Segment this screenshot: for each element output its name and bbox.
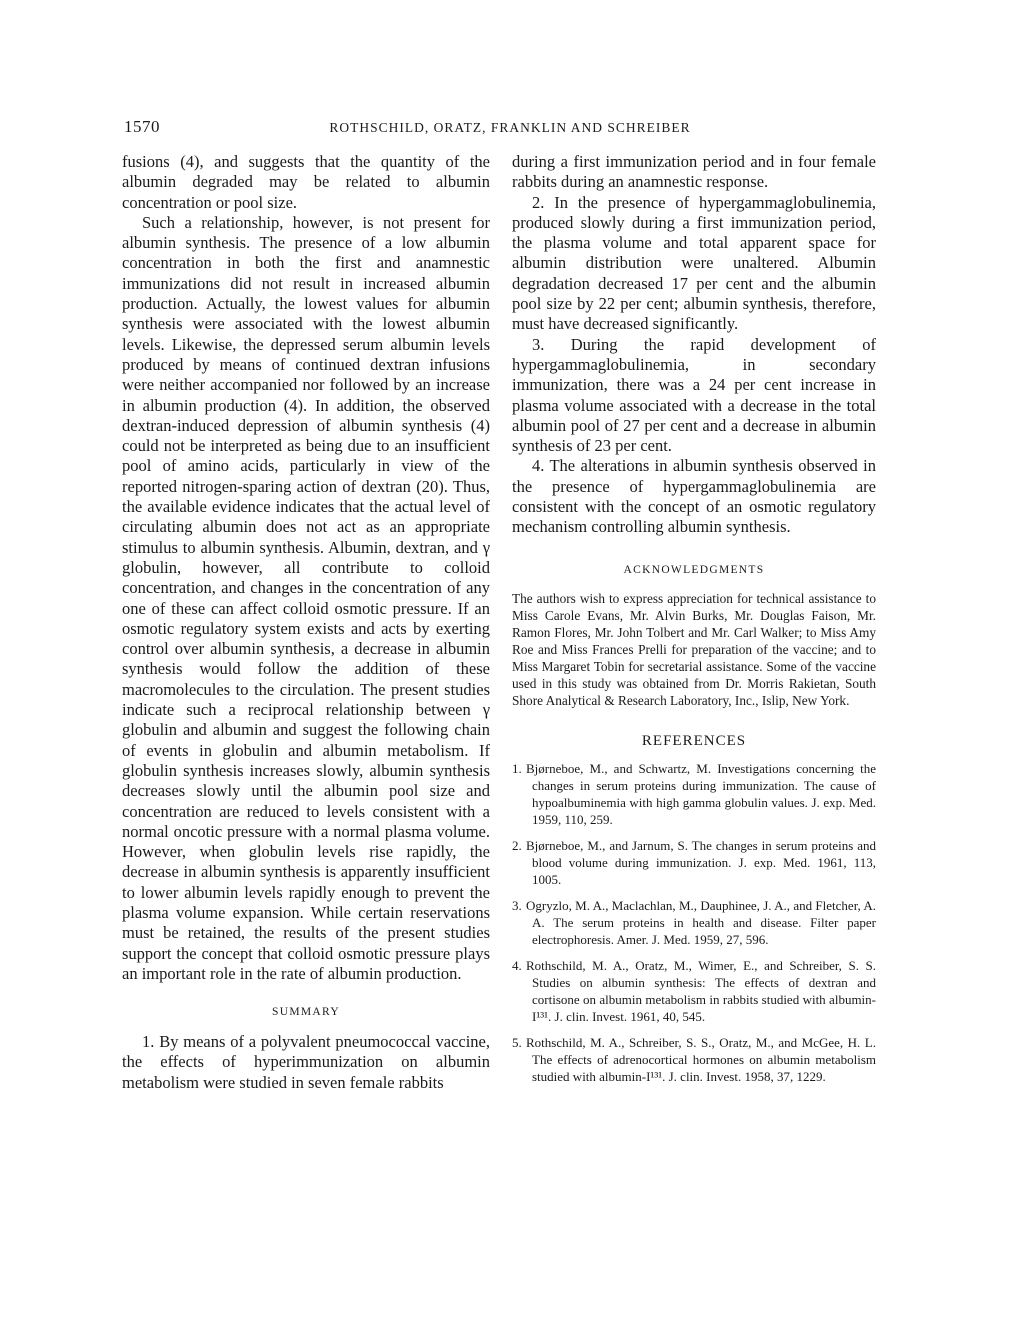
right-column: [512, 152, 876, 1094]
summary-item-1: 1. By means of a polyvalent pneumococcal vaccine, the effects of hyperimmunization on albumin metabolism were studied in seven female rabbits: [122, 1032, 490, 1092]
acknowledgments-text: The authors wish to express appreciation for technical assistance to Miss Carole Evans, Mr. Alvin Burks, Mr. Douglas Faison, Mr. Ramon Flores, Mr. John Tolbert and Mr. Carl Walker; to Miss Amy Roe and Miss Frances Prelli for preparation of the vaccine; and to Miss Margaret Tobin for secretarial assistance. Some of the vaccine used in this study was obtained from Dr. Morris Rakietan, South Shore Analytical & Research Laboratory, Inc., Islip, New York.: [512, 590, 876, 709]
reference-text: Bjørneboe, M., and Jarnum, S. The changes in serum proteins and blood volume during immunization. J. exp. Med. 1961, 113, 1005.: [526, 838, 876, 888]
summary-item-1-continued: during a first immunization period and in four female rabbits during an anamnestic response.: [512, 152, 876, 192]
summary-heading: SUMMARY: [272, 1006, 340, 1019]
reference-item: [512, 837, 876, 888]
summary-item-2: 2. In the presence of hypergammaglobulinemia, produced slowly during a first immunization period, the plasma volume and total apparent space for albumin distribution were unaltered. Albumin degradation decreased 17 per cent and the albumin pool size by 22 per cent; albumin synthesis, therefore, must have decreased significantly.: [512, 192, 876, 334]
references-heading: REFERENCES: [641, 733, 747, 750]
reference-text: Rothschild, M. A., Schreiber, S. S., Oratz, M., and McGee, H. L. The effects of adrenocortical hormones on albumin metabolism studied with albumin-I¹³¹. J. clin. Invest. 1958, 37, 1229.: [526, 1035, 876, 1085]
reference-number: 4.: [512, 958, 522, 974]
reference-number: 1.: [512, 761, 522, 777]
summary-item-4: 4. The alterations in albumin synthesis observed in the presence of hypergammaglobulinemia are consistent with the concept of an osmotic regulatory mechanism controlling albumin synthesis.: [512, 456, 876, 537]
reference-number: 3.: [512, 898, 522, 914]
reference-item: [512, 760, 876, 828]
paragraph-continuation: fusions (4), and suggests that the quantity of the albumin degraded may be related to albumin concentration or pool size.: [122, 152, 490, 212]
reference-item: [512, 1034, 876, 1085]
reference-number: 2.: [512, 838, 522, 854]
acknowledgments-heading: ACKNOWLEDGMENTS: [623, 563, 765, 576]
reference-item: [512, 957, 876, 1025]
reference-item: [512, 897, 876, 948]
left-column: [122, 152, 490, 1093]
running-head: ROTHSCHILD, ORATZ, FRANKLIN AND SCHREIBER: [329, 120, 691, 135]
reference-text: Bjørneboe, M., and Schwartz, M. Investigations concerning the changes in serum proteins during immunization. The cause of hypoalbuminemia with high gamma globulin values. J. exp. Med. 1959, 110, 259.: [526, 761, 876, 828]
reference-number: 5.: [512, 1035, 522, 1051]
reference-text: Rothschild, M. A., Oratz, M., Wimer, E., and Schreiber, S. S. Studies on albumin synthesis: The effects of dextran and cortisone on albumin metabolism in rabbits studied with albumin-I¹³¹. J. clin. Invest. 1961, 40, 545.: [526, 958, 876, 1025]
reference-list: [512, 760, 876, 1085]
reference-text: Ogryzlo, M. A., Maclachlan, M., Dauphinee, J. A., and Fletcher, A. A. The serum proteins in health and disease. Filter paper electrophoresis. Amer. J. Med. 1959, 27, 596.: [526, 898, 876, 948]
summary-item-3: 3. During the rapid development of hypergammaglobulinemia, in secondary immunization, there was a 24 per cent increase in plasma volume associated with a decrease in the total albumin pool of 27 per cent and a decrease in albumin synthesis of 23 per cent.: [512, 334, 876, 456]
paragraph-discussion: Such a relationship, however, is not present for albumin synthesis. The presence of a low albumin concentration in both the first and anamnestic immunizations did not result in increased albumin production. Actually, the lowest values for albumin synthesis were associated with the lowest albumin levels. Likewise, the depressed serum albumin levels produced by means of continued dextran infusions were neither accompanied nor followed by an increase in albumin production (4). In addition, the observed dextran-induced depression of albumin synthesis (4) could not be interpreted as being due to an insufficient pool of amino acids, particularly in view of the reported nitrogen-sparing action of dextran (20). Thus, the available evidence indicates that the actual level of circulating albumin does not act as an appropriate stimulus to albumin synthesis. Albumin, dextran, and γ globulin, however, all contribute to colloid concentration, and changes in the concentration of any one of these can affect colloid osmotic pressure. If an osmotic regulatory system exists and acts by exerting control over albumin synthesis, a decrease in albumin synthesis would follow the addition of these macromolecules to the circulation. The present studies indicate such a reciprocal relationship between γ globulin and albumin and suggest the following chain of events in globulin and albumin metabolism. If globulin synthesis increases slowly, albumin synthesis decreases slowly until the albumin pool size and concentration are reduced to levels consistent with a normal oncotic pressure with a normal plasma volume. However, when globulin levels rise rapidly, the decrease in albumin synthesis is apparently insufficient to lower albumin levels rapidly enough to prevent the plasma volume expansion. While certain reservations must be retained, the results of the present studies support the concept that colloid osmotic pressure plays an important role in the rate of albumin production.: [122, 212, 490, 983]
page-number: 1570: [124, 117, 160, 136]
